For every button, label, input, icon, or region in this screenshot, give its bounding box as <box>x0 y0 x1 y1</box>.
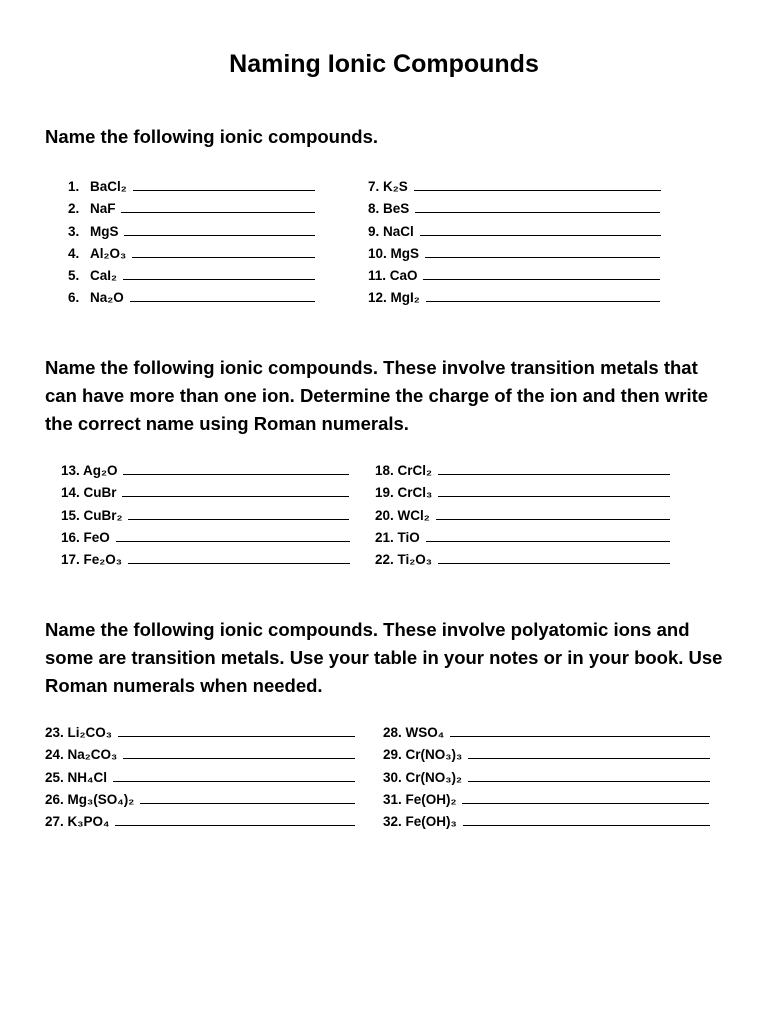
answer-blank[interactable] <box>426 287 660 302</box>
compound-formula: Li₂CO₃ <box>63 725 116 740</box>
compound-formula: Ti₂O₃ <box>393 552 436 568</box>
compound-formula: Al₂O₃ <box>90 245 130 261</box>
compound-formula: MgI₂ <box>386 290 424 306</box>
compound-formula: Na₂O <box>90 290 128 306</box>
question-number: 4. <box>68 245 80 261</box>
answer-blank[interactable] <box>118 722 355 737</box>
question-number: 23. <box>45 725 64 740</box>
compound-formula: Ag₂O <box>79 463 122 478</box>
question-item <box>45 789 355 811</box>
compound-formula: Fe₂O₃ <box>79 552 126 568</box>
question-item <box>375 482 670 504</box>
question-number: 15. <box>61 507 80 523</box>
answer-blank[interactable] <box>115 811 355 826</box>
compound-formula: BeS <box>379 201 414 217</box>
section2-left-list <box>61 460 350 571</box>
section1-instructions: Name the following ionic compounds. <box>45 126 379 147</box>
answer-blank[interactable] <box>132 243 315 258</box>
compound-formula: CuBr₂ <box>79 507 127 523</box>
question-item <box>368 265 661 287</box>
question-item <box>45 811 355 833</box>
question-number: 32. <box>383 814 402 830</box>
question-number: 17. <box>61 552 80 568</box>
question-item <box>45 744 355 766</box>
page-title: Naming Ionic Compounds <box>229 50 539 78</box>
compound-formula: CaO <box>386 268 422 284</box>
compound-formula: NaF <box>90 201 120 217</box>
question-item <box>68 287 315 309</box>
question-item <box>45 767 355 789</box>
answer-blank[interactable] <box>116 527 350 542</box>
answer-blank[interactable] <box>436 505 670 520</box>
compound-formula: K₂S <box>379 179 412 194</box>
section1-left-list <box>68 176 315 310</box>
question-number: 29. <box>383 747 402 763</box>
question-item <box>68 265 315 287</box>
question-number: 10. <box>368 245 387 261</box>
answer-blank[interactable] <box>124 221 315 236</box>
question-number: 5. <box>68 268 80 284</box>
answer-blank[interactable] <box>463 811 710 826</box>
answer-blank[interactable] <box>426 527 670 542</box>
question-number: 22. <box>375 552 394 568</box>
compound-formula: CaI₂ <box>90 268 121 284</box>
question-number: 7. <box>368 179 380 194</box>
answer-blank[interactable] <box>468 767 710 782</box>
question-number: 26. <box>45 791 64 807</box>
answer-blank[interactable] <box>123 744 355 759</box>
question-item <box>61 527 350 549</box>
compound-formula: CrCl₃ <box>393 485 437 501</box>
question-item <box>383 722 710 744</box>
question-number: 1. <box>68 179 80 194</box>
question-number: 12. <box>368 290 387 306</box>
answer-blank[interactable] <box>122 482 349 497</box>
question-number: 31. <box>383 791 402 807</box>
compound-formula: K₃PO₄ <box>63 814 114 830</box>
answer-blank[interactable] <box>140 789 355 804</box>
answer-blank[interactable] <box>420 221 661 236</box>
question-number: 24. <box>45 747 64 763</box>
compound-formula: Fe(OH)₃ <box>401 814 461 830</box>
answer-blank[interactable] <box>425 243 660 258</box>
question-number: 3. <box>68 223 80 239</box>
question-number: 30. <box>383 769 402 785</box>
compound-formula: Fe(OH)₂ <box>401 791 461 807</box>
answer-blank[interactable] <box>450 722 710 737</box>
question-item <box>61 460 350 482</box>
compound-formula: Cr(NO₃)₂ <box>401 769 466 785</box>
question-number: 8. <box>368 201 380 217</box>
compound-formula: NH₄Cl <box>63 769 111 785</box>
section3-left-list <box>45 722 355 833</box>
section3-right-list <box>383 722 710 833</box>
compound-formula: Na₂CO₃ <box>63 747 122 763</box>
question-item <box>368 176 661 198</box>
answer-blank[interactable] <box>113 767 355 782</box>
question-item <box>383 767 710 789</box>
compound-formula: BaCl₂ <box>90 179 131 194</box>
question-item <box>383 811 710 833</box>
compound-formula: Mg₃(SO₄)₂ <box>63 791 138 807</box>
question-item <box>375 460 670 482</box>
section2-right-list <box>375 460 670 571</box>
question-item <box>383 744 710 766</box>
question-number: 25. <box>45 769 64 785</box>
question-number: 6. <box>68 290 80 306</box>
answer-blank[interactable] <box>423 265 660 280</box>
question-item <box>68 243 315 265</box>
compound-formula: Cr(NO₃)₃ <box>401 747 467 763</box>
question-item <box>61 549 350 571</box>
answer-blank[interactable] <box>123 265 315 280</box>
question-number: 11. <box>368 268 387 284</box>
answer-blank[interactable] <box>414 176 661 191</box>
question-item <box>45 722 355 744</box>
question-number: 28. <box>383 725 402 740</box>
section3-instructions: Name the following ionic compounds. These involve polyatomic ions and some are transition metals. Use your table in your notes or in your book. Use Roman numerals when needed. <box>45 619 723 696</box>
question-number: 13. <box>61 463 80 478</box>
question-item <box>61 505 350 527</box>
question-item <box>368 221 661 243</box>
answer-blank[interactable] <box>438 549 670 564</box>
question-item <box>368 198 661 220</box>
answer-blank[interactable] <box>415 198 660 213</box>
answer-blank[interactable] <box>133 176 315 191</box>
compound-formula: MgS <box>90 223 123 239</box>
question-item <box>368 243 661 265</box>
question-number: 18. <box>375 463 394 478</box>
compound-formula: NaCl <box>379 223 418 239</box>
question-item <box>68 198 315 220</box>
compound-formula: FeO <box>79 529 114 545</box>
question-item <box>375 505 670 527</box>
compound-formula: CuBr <box>79 485 121 501</box>
question-number: 21. <box>375 529 394 545</box>
section1-right-list <box>368 176 661 310</box>
compound-formula: CrCl₂ <box>393 463 436 478</box>
answer-blank[interactable] <box>128 505 349 520</box>
answer-blank[interactable] <box>123 460 349 475</box>
question-number: 19. <box>375 485 394 501</box>
question-number: 16. <box>61 529 80 545</box>
compound-formula: WSO₄ <box>401 725 448 740</box>
question-number: 27. <box>45 814 64 830</box>
answer-blank[interactable] <box>438 482 670 497</box>
answer-blank[interactable] <box>438 460 670 475</box>
compound-formula: TiO <box>393 529 424 545</box>
question-item <box>383 789 710 811</box>
question-item <box>68 221 315 243</box>
compound-formula: WCl₂ <box>393 507 434 523</box>
answer-blank[interactable] <box>130 287 315 302</box>
question-item <box>68 176 315 198</box>
answer-blank[interactable] <box>121 198 315 213</box>
question-number: 20. <box>375 507 394 523</box>
question-number: 9. <box>368 223 380 239</box>
question-number: 14. <box>61 485 80 501</box>
question-number: 2. <box>68 201 80 217</box>
answer-blank[interactable] <box>462 789 709 804</box>
compound-formula: MgS <box>386 245 423 261</box>
question-item <box>61 482 350 504</box>
question-item <box>375 549 670 571</box>
section2-instructions: Name the following ionic compounds. These involve transition metals that can have more than one ion. Determine the charge of the ion and then write the correct name using Roman numerals. <box>45 357 709 434</box>
answer-blank[interactable] <box>128 549 350 564</box>
question-item <box>375 527 670 549</box>
answer-blank[interactable] <box>468 744 710 759</box>
question-item <box>368 287 661 309</box>
